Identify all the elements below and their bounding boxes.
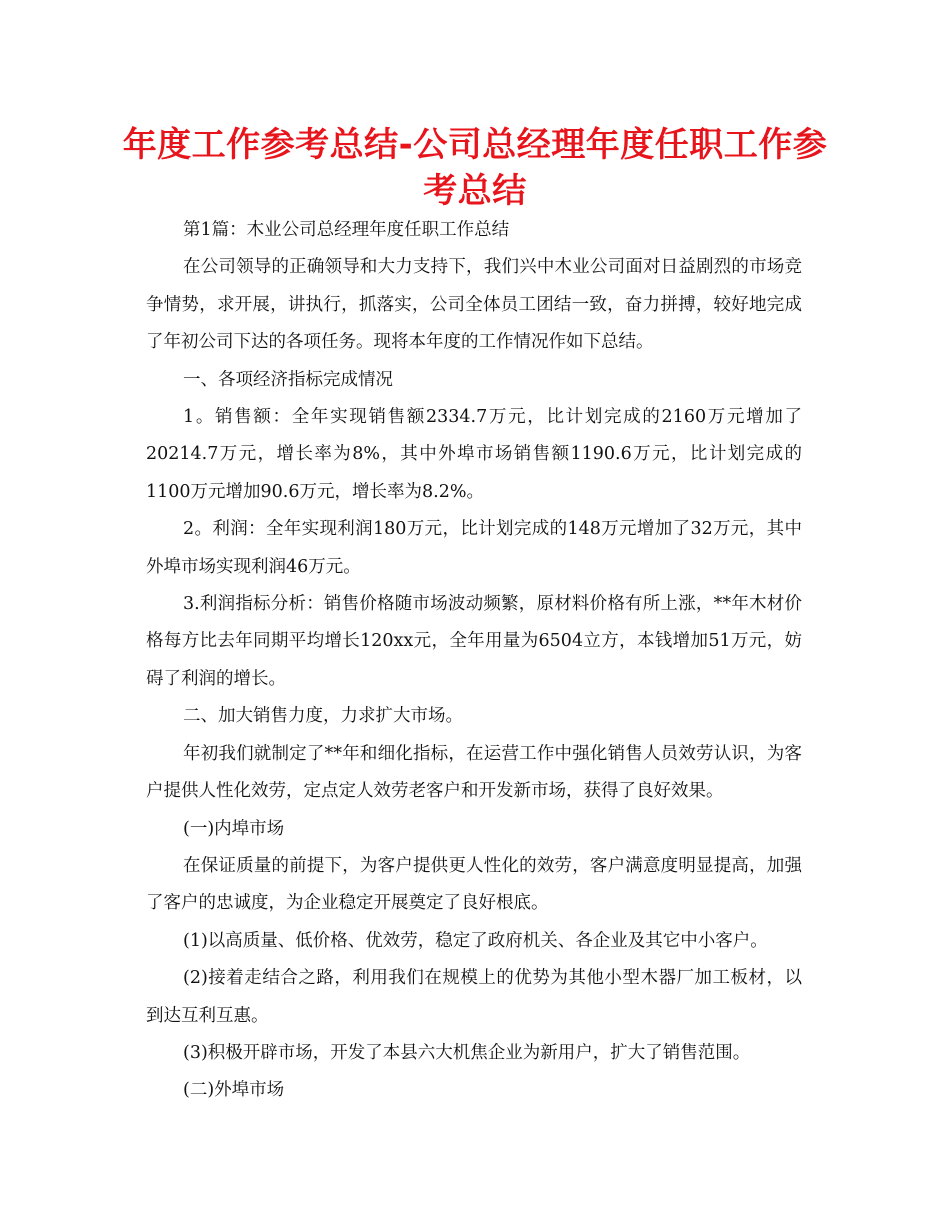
paragraph: 2。利润：全年实现利润180万元，比计划完成的148万元增加了32万元，其中外埠市场实现利润46万元。 — [146, 519, 802, 577]
paragraph: 年初我们就制定了**年和细化指标，在运营工作中强化销售人员效劳认识，为客户提供人性化效劳，定点定人效劳老客户和开发新市场，获得了良好效果。 — [146, 743, 802, 802]
paragraph: 在公司领导的正确领导和大力支持下，我们兴中木业公司面对日益剧烈的市场竞争情势，求开展，讲执行，抓落实，公司全体员工团结一致，奋力拼搏，较好地完成了年初公司下达的各项任务。现将本年度的工作情况作如下总结。 — [146, 257, 802, 353]
list-item: (1)以高质量、低价格、优效劳，稳定了政府机关、各企业及其它中小客户。 — [183, 930, 768, 951]
section-heading: 二、加大销售力度，力求扩大市场。 — [183, 706, 463, 727]
list-item: (2)接着走结合之路，利用我们在规模上的优势为其他小型木器厂加工板材，以到达互利互惠。 — [146, 968, 802, 1026]
subsection-heading: (二)外埠市场 — [183, 1080, 285, 1101]
section-heading: 一、各项经济指标完成情况 — [183, 369, 393, 390]
paragraph: 1。销售额：全年实现销售额2334.7万元，比计划完成的2160万元增加了20214.7万元，增长率为8%，其中外埠市场销售额1190.6万元，比计划完成的1100万元增加90.6万元，增长率为8.2%。 — [146, 407, 802, 502]
paragraph: 在保证质量的前提下，为客户提供更人性化的效劳，客户满意度明显提高，加强了客户的忠诚度，为企业稳定开展奠定了良好根底。 — [146, 855, 802, 914]
section-heading: 第1篇：木业公司总经理年度任职工作总结 — [183, 220, 510, 240]
subsection-heading: (一)内埠市场 — [183, 818, 285, 839]
document-title: 年度工作参考总结-公司总经理年度任职工作参考总结 — [122, 125, 828, 211]
list-item: (3)积极开辟市场，开发了本县六大机焦企业为新用户，扩大了销售范围。 — [183, 1042, 751, 1063]
document-body — [146, 212, 802, 1110]
paragraph: 3.利润指标分析：销售价格随市场波动频繁，原材料价格有所上涨，**年木材价格每方比去年同期平均增长120xx元，全年用量为6504立方，本钱增加51万元，妨碍了利润的增长。 — [146, 594, 802, 689]
